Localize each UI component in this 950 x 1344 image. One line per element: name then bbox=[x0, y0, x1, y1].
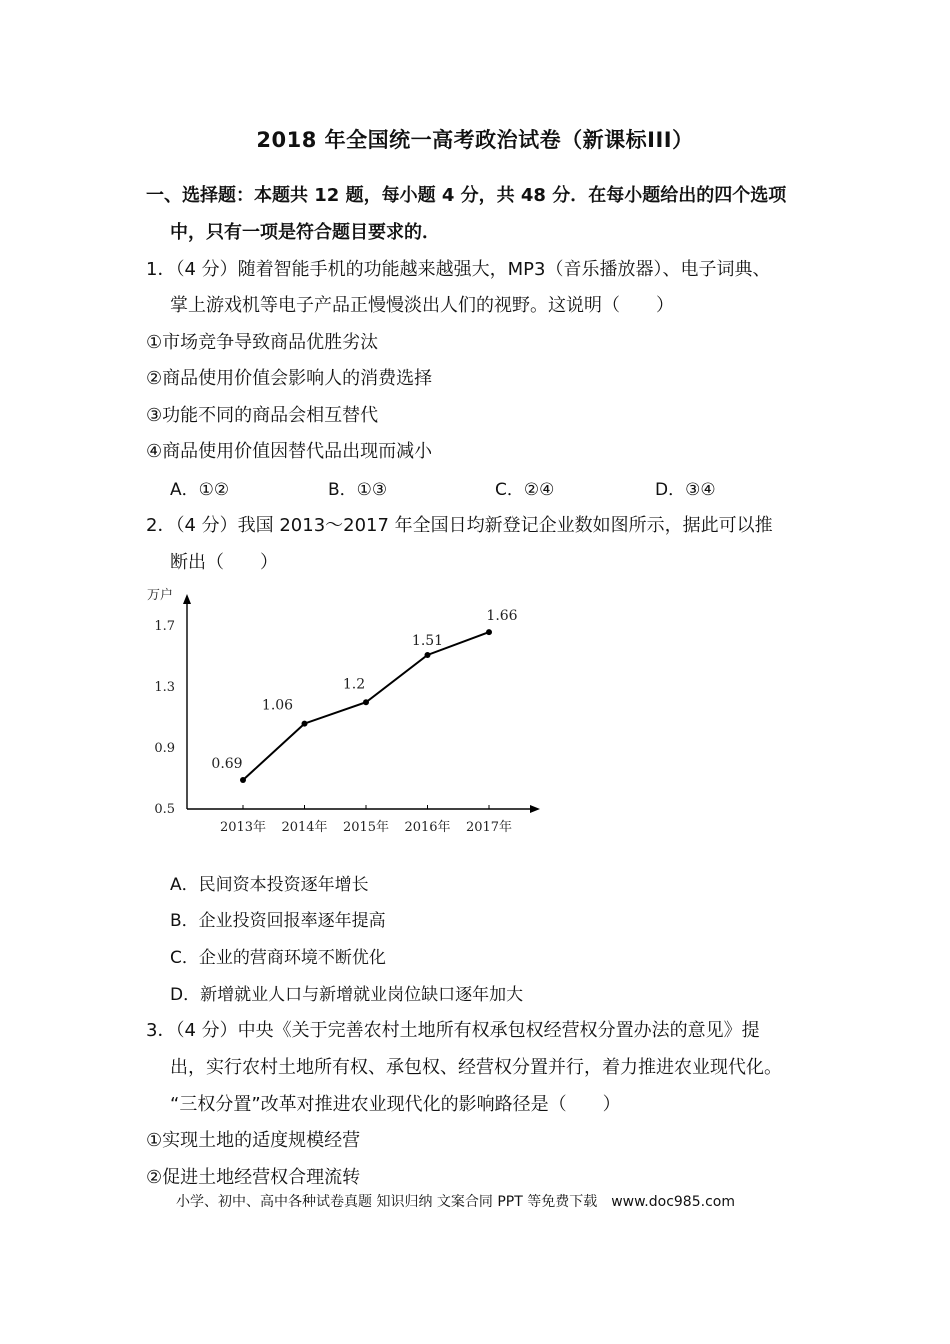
x-tick-label: 2013年 bbox=[219, 820, 267, 835]
y-tick-label: 0.9 bbox=[154, 741, 175, 756]
q1-statement-3: ③功能不同的商品会相互替代 bbox=[146, 405, 379, 426]
y-tick-label: 1.3 bbox=[154, 680, 175, 695]
data-point bbox=[425, 652, 431, 658]
q2-option-d[interactable]: D．新增就业人口与新增就业岗位缺口逐年加大 bbox=[170, 985, 524, 1005]
chart-series bbox=[211, 608, 517, 783]
chart-axes bbox=[147, 588, 540, 813]
q3-stem-line-2: 出，实行农村土地所有权、承包权、经营权分置并行，着力推进农业现代化。 bbox=[170, 1057, 782, 1078]
y-axis-label: 万户 bbox=[147, 588, 174, 603]
q1-statement-1: ①市场竞争导致商品优胜劣汰 bbox=[146, 332, 379, 353]
data-point bbox=[486, 629, 492, 635]
q2-option-b[interactable]: B．企业投资回报率逐年提高 bbox=[170, 911, 386, 931]
q2-option-c[interactable]: C．企业的营商环境不断优化 bbox=[170, 948, 386, 968]
data-label: 1.2 bbox=[342, 676, 366, 693]
data-label: 0.69 bbox=[211, 756, 243, 773]
q1-option-c[interactable]: C．②④ bbox=[495, 480, 555, 500]
x-tick-label: 2014年 bbox=[281, 820, 328, 835]
q1-option-b[interactable]: B．①③ bbox=[328, 480, 388, 500]
q1-option-a[interactable]: A．①② bbox=[170, 480, 230, 500]
q3-stem-line-1: 3．（4 分）中央《关于完善农村土地所有权承包权经营权分置办法的意见》提 bbox=[146, 1020, 760, 1041]
x-tick-label: 2015年 bbox=[342, 820, 390, 835]
q2-stem-line-1: 2．（4 分）我国 2013～2017 年全国日均新登记企业数如图所示，据此可以推 bbox=[146, 515, 773, 536]
section-heading-line-2: 中，只有一项是符合题目要求的． bbox=[170, 222, 440, 243]
q3-statement-2: ②促进土地经营权合理流转 bbox=[146, 1167, 361, 1188]
data-point bbox=[240, 777, 246, 783]
x-tick-label: 2017年 bbox=[465, 820, 513, 835]
q2-option-a[interactable]: A．民间资本投资逐年增长 bbox=[170, 875, 369, 895]
q1-stem-line-2: 掌上游戏机等电子产品正慢慢淡出人们的视野。这说明（ ） bbox=[170, 295, 674, 316]
q2-stem-line-2: 断出（ ） bbox=[170, 552, 278, 573]
q1-option-d[interactable]: D．③④ bbox=[655, 480, 716, 500]
x-tick-label: 2016年 bbox=[404, 820, 451, 835]
data-label: 1.06 bbox=[261, 697, 294, 714]
y-tick-label: 0.5 bbox=[154, 802, 175, 817]
data-point bbox=[302, 721, 308, 727]
data-label: 1.66 bbox=[486, 608, 518, 625]
chart-y-ticks bbox=[154, 619, 175, 817]
y-tick-label: 1.7 bbox=[154, 619, 175, 634]
section-heading-line-1: 一、选择题：本题共 12 题，每小题 4 分，共 48 分．在每小题给出的四个选项 bbox=[146, 185, 787, 206]
page-title: 2018 年全国统一高考政治试卷（新课标III） bbox=[256, 128, 694, 152]
q1-statement-4: ④商品使用价值因替代品出现而减小 bbox=[146, 441, 433, 462]
q3-statement-1: ①实现土地的适度规模经营 bbox=[146, 1130, 361, 1151]
q3-stem-line-3: “三权分置”改革对推进农业现代化的影响路径是（ ） bbox=[170, 1094, 621, 1115]
q1-statement-2: ②商品使用价值会影响人的消费选择 bbox=[146, 368, 433, 389]
y-axis-arrow bbox=[183, 594, 191, 604]
data-point bbox=[363, 699, 369, 705]
footer-text: 小学、初中、高中各种试卷真题 知识归纳 文案合同 PPT 等免费下载 www.doc985.com bbox=[176, 1194, 735, 1210]
x-axis-arrow bbox=[530, 805, 540, 813]
q1-stem-line-1: 1．（4 分）随着智能手机的功能越来越强大，MP3（音乐播放器）、电子词典、 bbox=[146, 259, 771, 280]
enterprise-registration-chart bbox=[140, 580, 560, 840]
data-label: 1.51 bbox=[411, 632, 444, 649]
